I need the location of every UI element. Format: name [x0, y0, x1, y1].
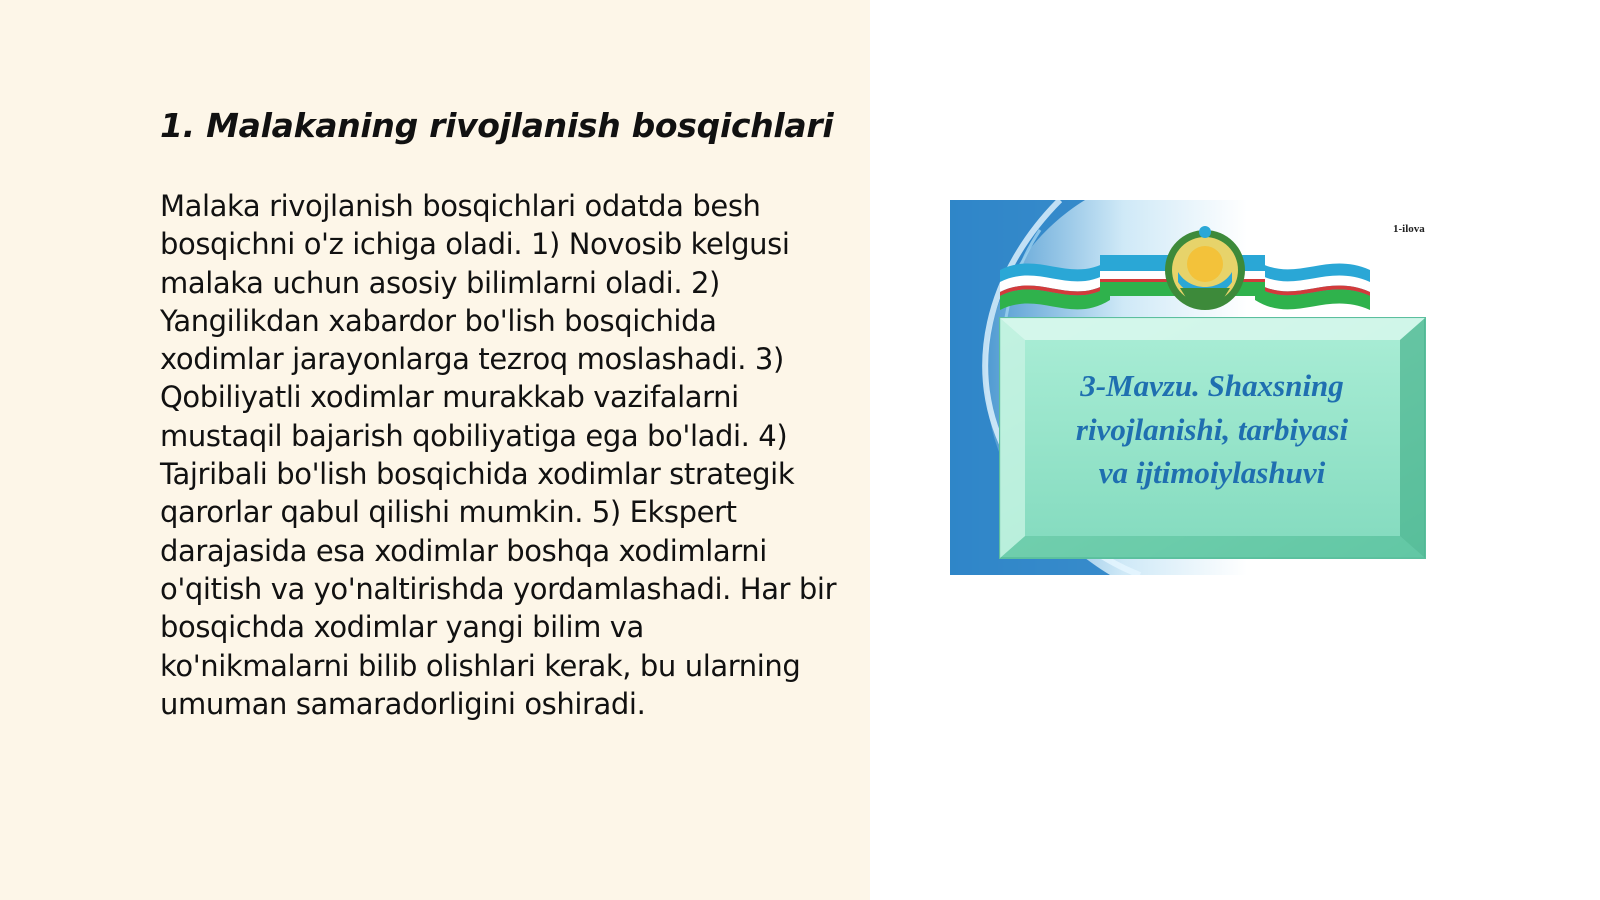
- slide-title: 1. Malakaning rivojlanish bosqichlari: [160, 106, 834, 145]
- topic-line-1: 3-Mavzu. Shaxsning: [1080, 368, 1344, 403]
- corner-label: 1-ilova: [1393, 223, 1425, 235]
- topic-illustration: [950, 200, 1445, 575]
- topic-line-3: va ijtimoiylashuvi: [1098, 455, 1326, 490]
- slide-body-text: Malaka rivojlanish bosqichlari odatda besh bosqichni o'z ichiga oladi. 1) Novosib kelgusi malaka uchun asosiy bilimlarni oladi. 2) Yangilikdan xabardor bo'lish bosqichida xodimlar jarayonlarga tezroq moslashadi. 3) Qobiliyatli xodimlar murakkab vazifalarni mustaqil bajarish qobiliyatiga ega bo'ladi. 4) Tajribali bo'lish bosqichida xodimlar strategik qarorlar qabul qilishi mumkin. 5) Ekspert darajasida esa xodimlar boshqa xodimlarni o'qitish va yo'naltirishda yordamlashadi. Har bir bosqichda xodimlar yangi bilim va ko'nikmalarni bilib olishlari kerak, bu ularning umuman samaradorligini oshiradi.: [160, 189, 837, 721]
- topic-line-2: rivojlanishi, tarbiyasi: [1075, 412, 1349, 447]
